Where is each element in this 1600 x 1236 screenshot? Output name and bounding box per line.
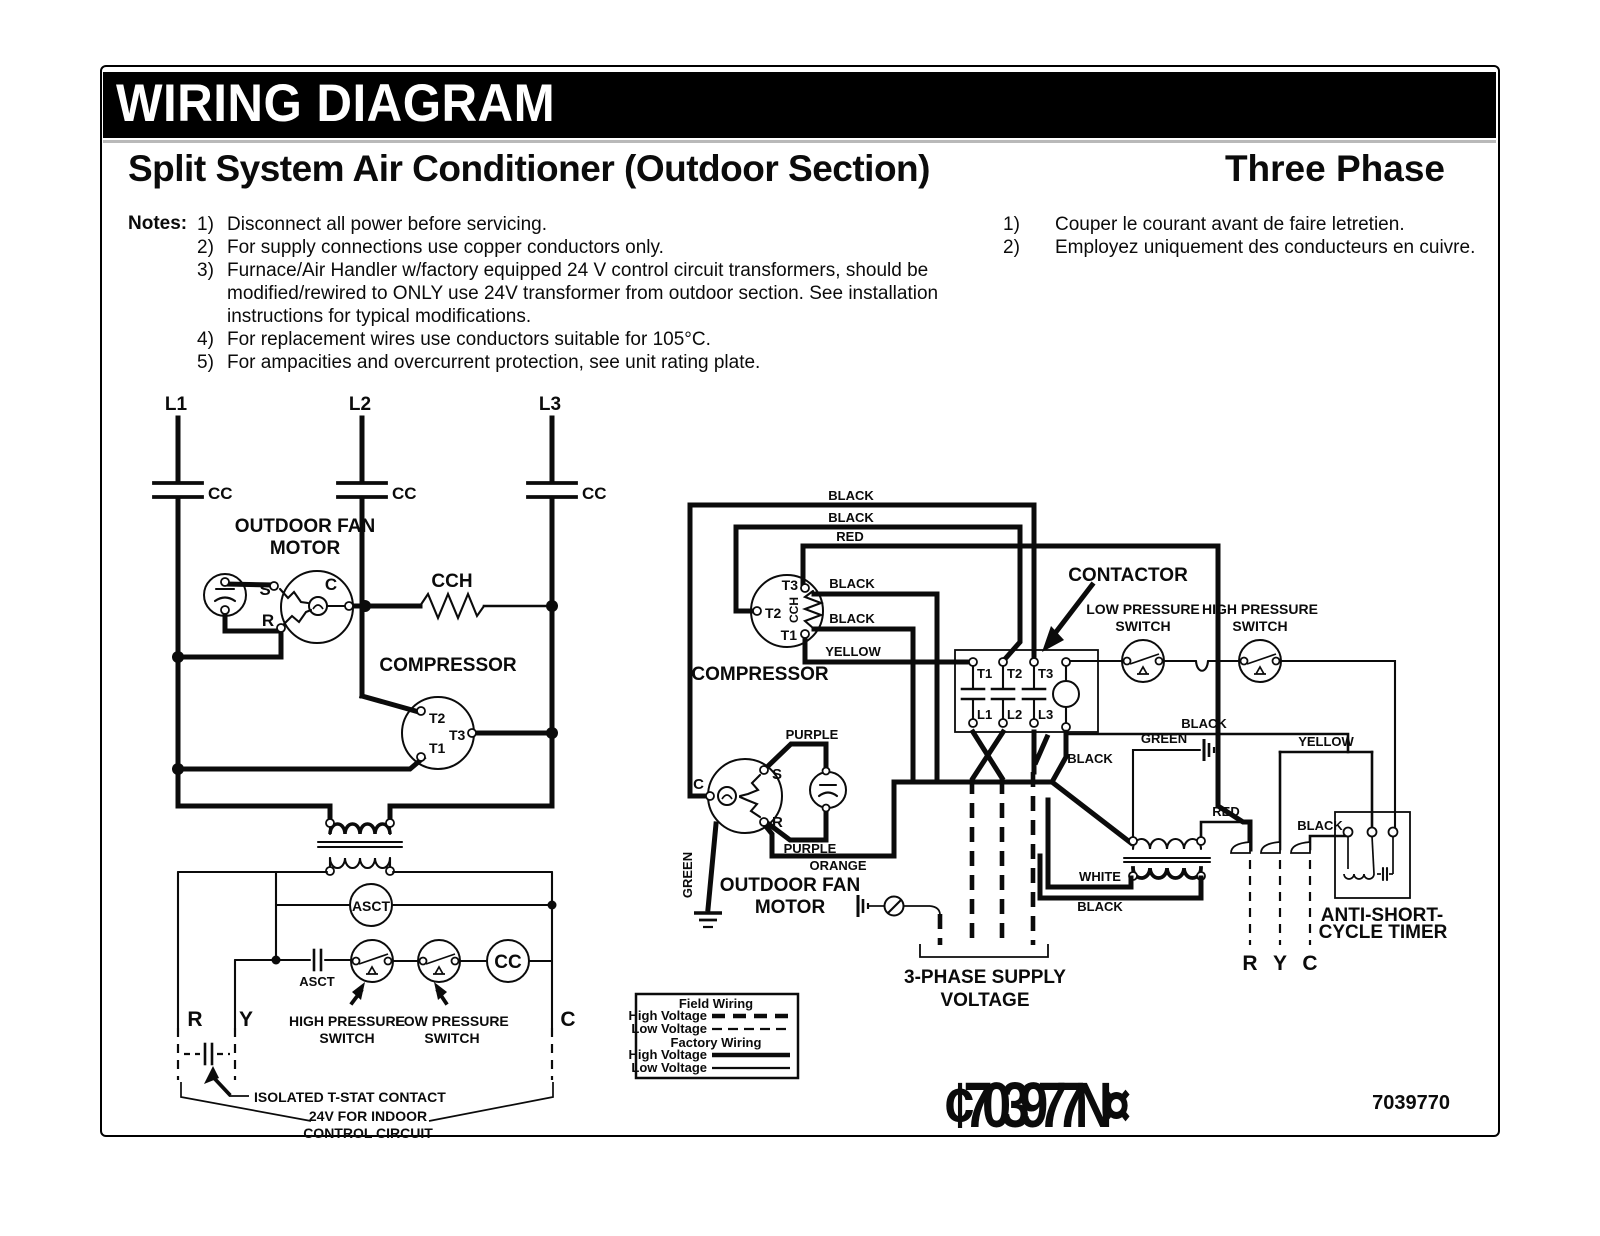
part-number: 7039770 xyxy=(1372,1092,1450,1114)
legend-factory: Factory Wiring xyxy=(670,1035,762,1050)
lps1-label-1: LOW PRESSURE xyxy=(395,1013,509,1029)
comp1-t1: T1 xyxy=(429,740,446,756)
yellow-mid-label: YELLOW xyxy=(1298,734,1354,749)
lps2-label-2: SWITCH xyxy=(1115,618,1171,634)
transformer-1 xyxy=(318,819,402,875)
note-en-2: 2) For supply connections use copper conductors only. xyxy=(197,237,664,258)
black-drop-label: BLACK xyxy=(1067,751,1113,766)
fan2-s: S xyxy=(772,766,783,783)
contactor-l3: L3 xyxy=(1038,707,1054,722)
timer-label-2: CYCLE TIMER xyxy=(1318,922,1448,943)
contactor-t1: T1 xyxy=(977,666,993,681)
page-title: WIRING DIAGRAM xyxy=(116,74,556,133)
legend-hv2: High Voltage xyxy=(628,1047,707,1062)
crankcase-heater-1 xyxy=(420,594,552,618)
low-pressure-switch-1 xyxy=(418,940,460,982)
cch-top-wire-label: BLACK xyxy=(829,576,875,591)
compressor1-title: COMPRESSOR xyxy=(379,655,517,676)
hps1-arrow xyxy=(352,982,365,1003)
terminal-r-right: R xyxy=(1242,952,1258,975)
timer-label-1: ANTI-SHORT- xyxy=(1320,905,1444,926)
outdoor-fan-motor-1 xyxy=(178,571,420,657)
spade-terminals xyxy=(1231,842,1310,945)
hps1-label-1: HIGH PRESSURE xyxy=(289,1013,405,1029)
note-fr-2: 2) Employez uniquement des conducteurs en cuivre. xyxy=(1003,237,1476,258)
fan2-title-2: MOTOR xyxy=(754,897,826,918)
note-en-4: 4) For replacement wires use conductors suitable for 105°C. xyxy=(197,329,711,350)
terminal-y: Y xyxy=(238,1008,254,1031)
white-label: WHITE xyxy=(1079,869,1121,884)
lps2-label-1: LOW PRESSURE xyxy=(1086,601,1200,617)
comp1-t2: T2 xyxy=(429,710,446,726)
phase-label: Three Phase xyxy=(1224,148,1445,189)
green-mid-label: GREEN xyxy=(1140,731,1188,746)
hps1-label-2: SWITCH xyxy=(319,1030,375,1046)
high-pressure-switch-1 xyxy=(351,940,393,982)
contactor-arrow xyxy=(1042,585,1092,652)
compressor2-title: COMPRESSOR xyxy=(691,664,829,685)
high-pressure-switch-2 xyxy=(1239,640,1281,682)
24v-label-1: 24V FOR INDOOR xyxy=(308,1108,428,1124)
purple-top-label: PURPLE xyxy=(785,727,839,742)
hps2-label-1: HIGH PRESSURE xyxy=(1202,601,1318,617)
hps2-label-2: SWITCH xyxy=(1232,618,1288,634)
note-en-1: 1) Disconnect all power before servicing. xyxy=(197,214,547,235)
subtitle: Split System Air Conditioner (Outdoor Section) xyxy=(128,148,930,189)
note-en-5: 5) For ampacities and overcurrent protection, see unit rating plate. xyxy=(197,352,761,373)
brand-mark: ¢703977N¤ xyxy=(945,1069,1121,1141)
label-cc-3: CC xyxy=(582,484,607,503)
asct-contact-label: ASCT xyxy=(299,974,335,989)
lps1-arrow xyxy=(434,982,447,1003)
label-l2: L2 xyxy=(348,394,372,415)
fan1-r: R xyxy=(261,611,275,630)
coil-circuit-wires xyxy=(1066,661,1395,849)
terminal-y-right: Y xyxy=(1272,952,1288,975)
cc-coil-label: CC xyxy=(494,952,522,973)
transformer-2 xyxy=(1040,800,1210,898)
supply-label-1: 3-PHASE SUPPLY xyxy=(904,967,1066,988)
cch-bot-wire-label: BLACK xyxy=(829,611,875,626)
terminal-c-right: C xyxy=(1302,952,1318,975)
green-rot-label: GREEN xyxy=(680,851,695,899)
black-long-label: BLACK xyxy=(1181,716,1227,731)
wire1-label: BLACK xyxy=(828,488,874,503)
comp2-t2: T2 xyxy=(765,605,782,621)
purple-bot-label: PURPLE xyxy=(783,841,837,856)
fan2-c: C xyxy=(693,776,704,793)
three-phase-supply xyxy=(858,732,1048,957)
terminal-r: R xyxy=(187,1008,203,1031)
contactor-l1: L1 xyxy=(977,707,993,722)
wire3-label: RED xyxy=(836,529,864,544)
label-cc-2: CC xyxy=(392,484,417,503)
fan2-r: R xyxy=(772,814,783,831)
note-fr-1: 1) Couper le courant avant de faire letretien. xyxy=(1003,214,1405,235)
label-l3: L3 xyxy=(538,394,562,415)
legend-lv1: Low Voltage xyxy=(631,1021,707,1036)
asct-coil-label: ASCT xyxy=(351,898,391,914)
t1-wire-label: YELLOW xyxy=(825,644,881,659)
terminal-c: C xyxy=(560,1008,576,1031)
low-pressure-switch-2 xyxy=(1122,640,1164,682)
contactor-t2: T2 xyxy=(1007,666,1023,681)
contactor-title: CONTACTOR xyxy=(1068,565,1188,586)
comp2-t3: T3 xyxy=(781,577,798,593)
black-sec-label: BLACK xyxy=(1077,899,1123,914)
wire2-label: BLACK xyxy=(828,510,874,525)
orange-label: ORANGE xyxy=(809,858,867,873)
legend-hv1: High Voltage xyxy=(628,1008,707,1023)
fan1-c: C xyxy=(324,575,338,594)
comp2-t1: T1 xyxy=(780,627,797,643)
label-l1: L1 xyxy=(164,394,188,415)
left-power-lines xyxy=(154,418,576,821)
24v-label-2: CONTROL CIRCUIT xyxy=(303,1125,433,1141)
fan2-title-1: OUTDOOR FAN xyxy=(719,875,861,896)
fan1-title-1: OUTDOOR FAN xyxy=(234,516,376,537)
label-cch-1: CCH xyxy=(431,571,473,592)
contactor-l2: L2 xyxy=(1007,707,1023,722)
comp1-t3: T3 xyxy=(449,727,466,743)
note-en-3: 3) Furnace/Air Handler w/factory equipped 24 V control circuit transformers, should be modified/rewired to ONLY use 24V transformer from outdoor section. See installation instructions for typical modifications. xyxy=(197,260,939,327)
comp2-cch: CCH xyxy=(787,597,801,623)
fan1-s: S xyxy=(259,580,271,599)
isolated-tstat-contact xyxy=(184,1044,249,1096)
lps1-label-2: SWITCH xyxy=(424,1030,480,1046)
black-timer-label: BLACK xyxy=(1297,818,1343,833)
supply-label-2: VOLTAGE xyxy=(940,990,1030,1011)
red-mid-label: RED xyxy=(1212,804,1240,819)
fan1-title-2: MOTOR xyxy=(269,538,341,559)
legend-field: Field Wiring xyxy=(678,996,754,1011)
label-cc-1: CC xyxy=(208,484,233,503)
legend-lv2: Low Voltage xyxy=(631,1060,707,1075)
tstat-label: ISOLATED T-STAT CONTACT xyxy=(254,1089,446,1105)
contactor-t3: T3 xyxy=(1038,666,1054,681)
notes-heading: Notes: xyxy=(128,213,188,234)
